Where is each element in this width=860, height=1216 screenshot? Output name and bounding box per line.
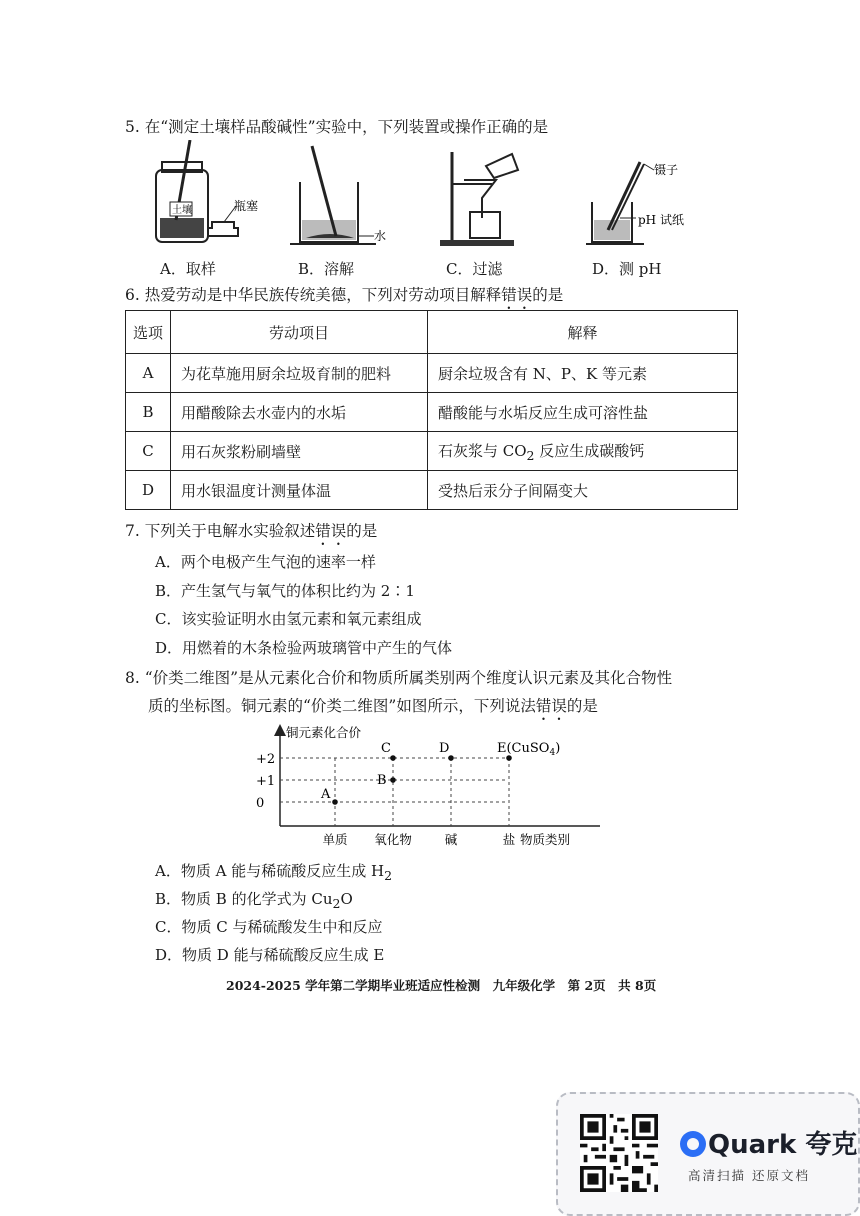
row-option: A	[126, 354, 171, 393]
quark-brand-text: Quark 夸克	[708, 1130, 858, 1160]
row-explanation: 醋酸能与水垢反应生成可溶性盐	[428, 393, 738, 432]
row-explanation-sub: 2	[526, 447, 535, 463]
data-point	[448, 755, 454, 761]
header-option: 选项	[126, 311, 171, 354]
header-explanation: 解释	[428, 311, 738, 354]
ph-paper-label: pH 试纸	[638, 213, 684, 227]
q7-option-d: D．用燃着的木条检验两玻璃管中产生的气体	[155, 639, 453, 657]
x-category-label: 单质	[322, 832, 348, 847]
row-item: 用水银温度计测量体温	[171, 471, 428, 510]
q7-option-b: B．产生氢气与氧气的体积比约为 2∶1	[155, 582, 415, 600]
data-point	[390, 777, 396, 783]
soil-label: 土壤	[172, 205, 192, 216]
soil-jar-icon	[156, 140, 208, 242]
y-tick-label: +2	[256, 752, 276, 767]
quark-logo-icon	[680, 1131, 706, 1157]
y-axis-label: 铜元素化合价	[286, 725, 362, 740]
y-tick-label: 0	[256, 796, 265, 811]
row-explanation: 厨余垃圾含有 N、P、K 等元素	[428, 354, 738, 393]
x-category-label: 盐	[502, 832, 516, 847]
stopper-icon	[208, 199, 258, 236]
q7-option-a: A．两个电极产生气泡的速率一样	[155, 553, 376, 571]
point-label: D	[439, 741, 450, 756]
q8-stem-line1: 8. “价类二维图”是从元素化合价和物质所属类别两个维度认识元素及其化合物性	[125, 669, 673, 687]
q8-option-b-text: B．物质 B 的化学式为 Cu	[155, 890, 333, 908]
q8-stem-emphasis: 错误	[535, 697, 567, 715]
quark-brand	[680, 1124, 857, 1161]
point-label	[497, 741, 560, 758]
row-explanation-pre: 石灰浆与 CO	[438, 441, 527, 460]
row-option: D	[126, 471, 171, 510]
q8-option-a	[155, 860, 392, 883]
point-label: C	[381, 741, 391, 756]
y-tick-label: +1	[256, 774, 276, 789]
quark-tagline: 高清扫描 还原文档	[688, 1168, 810, 1183]
x-axis-label: 物质类别	[520, 832, 571, 847]
data-point	[390, 755, 396, 761]
q5-stem: 5. 在“测定土壤样品酸碱性”实验中，下列装置或操作正确的是	[125, 118, 549, 136]
q7-stem-post: 的是	[346, 522, 378, 540]
quark-scan-badge	[556, 1092, 860, 1216]
stopper-label: 瓶塞	[234, 199, 259, 213]
table-row	[126, 354, 738, 393]
point-label: A	[321, 787, 331, 802]
q7-stem	[125, 520, 377, 549]
q7-stem-emphasis: 错误	[315, 522, 347, 540]
row-item: 用醋酸除去水壶内的水垢	[171, 393, 428, 432]
row-item: 为花草施用厨余垃圾育制的肥料	[171, 354, 428, 393]
q7-stem-pre: 7. 下列关于电解水实验叙述	[125, 522, 316, 540]
q8-option-b	[155, 888, 353, 911]
table-row	[126, 393, 738, 432]
row-option: C	[126, 432, 171, 471]
q5-option-d: D．测 pH	[592, 260, 662, 278]
point-label-text: E(CuSO	[497, 741, 550, 756]
row-explanation: 受热后汞分子间隔变大	[428, 471, 738, 510]
q8-option-a-text: A．物质 A 能与稀硫酸反应生成 H	[155, 862, 385, 880]
filtration-stand-icon	[440, 152, 518, 246]
x-category-label: 碱	[444, 832, 458, 847]
q6-stem	[125, 284, 563, 313]
table-header-row	[126, 311, 738, 354]
point-label-post: )	[555, 741, 561, 756]
beaker-stirring-icon	[290, 146, 386, 244]
q8-option-a-sub: 2	[384, 868, 393, 883]
q6-stem-pre: 6. 热爱劳动是中华民族传统美德，下列对劳动项目解释	[125, 286, 502, 304]
point-label-sub: 4	[549, 748, 556, 758]
q8-option-b-post: O	[340, 890, 353, 908]
q6-stem-emphasis: 错误	[501, 286, 533, 304]
row-explanation-post: 反应生成碳酸钙	[534, 441, 645, 460]
data-point	[506, 755, 512, 761]
q5-apparatus-figure	[140, 140, 700, 255]
ph-test-icon	[586, 162, 684, 244]
table-row	[126, 471, 738, 510]
row-option: B	[126, 393, 171, 432]
page-footer: 2024-2025 学年第二学期毕业班适应性检测 九年级化学 第 2页 共 8页	[226, 978, 657, 993]
q5-option-b: B．溶解	[298, 260, 355, 278]
tweezers-label: 镊子	[654, 163, 679, 177]
x-category-label: 氧化物	[374, 832, 412, 847]
row-explanation	[428, 432, 738, 471]
table-row	[126, 432, 738, 471]
q8-option-b-sub: 2	[332, 896, 341, 911]
water-label: 水	[374, 229, 387, 243]
row-item: 用石灰浆粉刷墙壁	[171, 432, 428, 471]
q8-stem-line2-pre: 质的坐标图。铜元素的“价类二维图”如图所示，下列说法	[148, 697, 536, 715]
q5-option-c: C．过滤	[446, 260, 503, 278]
q7-option-c: C．该实验证明水由氢元素和氧元素组成	[155, 610, 422, 628]
q6-stem-post: 的是	[532, 286, 564, 304]
q8-option-d: D．物质 D 能与稀硫酸反应生成 E	[155, 946, 385, 964]
labor-table	[125, 310, 738, 510]
q5-option-a: A．取样	[160, 260, 216, 278]
qr-code-icon	[580, 1114, 658, 1192]
q8-option-c: C．物质 C 与稀硫酸发生中和反应	[155, 918, 383, 936]
header-item: 劳动项目	[171, 311, 428, 354]
data-point	[332, 799, 338, 805]
valence-chart	[230, 720, 610, 855]
q8-stem-post: 的是	[566, 697, 598, 715]
point-label: B	[377, 773, 387, 788]
